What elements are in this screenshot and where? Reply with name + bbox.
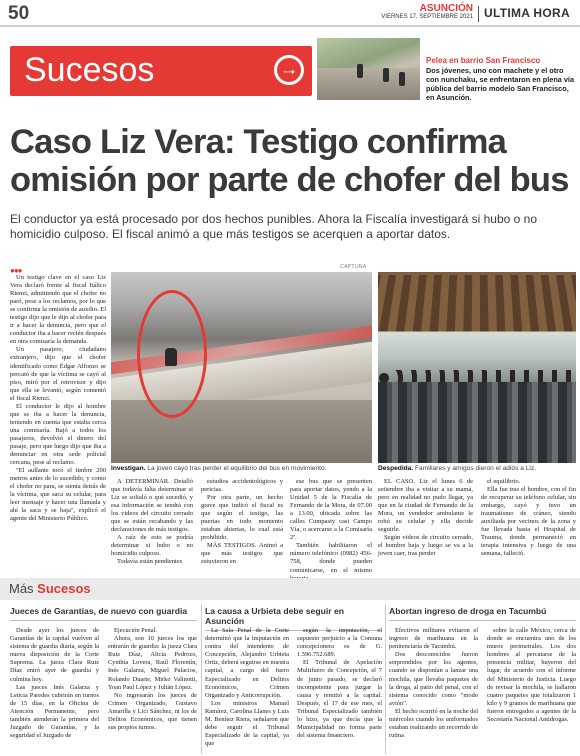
funeral-photo[interactable]	[378, 272, 576, 463]
paragraph: Por otra parte, un hecho grave que indicó el fiscal es que según el testigo, las puertas en todo momento estaban abiertas, lo cual está prohibido.	[201, 494, 283, 542]
article-column	[290, 478, 372, 583]
section-dots: ●●●	[10, 266, 22, 275]
column-separator	[201, 604, 202, 754]
photo-caption	[378, 465, 576, 472]
brief-header	[10, 606, 197, 621]
brief-header	[389, 606, 576, 621]
paragraph: Ahora, son 10 jueces los que entrarán de guardia: la jueza Clara Ruiz Díaz, Alicia Pedrozo, Cynthia Lovera, Raúl Florentín, Inés Galarza, Miguel Palacios, Rolando Duarte, Mirko Valinotti, Yoan Paul López y Julián López.	[108, 635, 197, 691]
photo-caption	[111, 465, 372, 472]
paragraph: Un pasajero, ciudadano extranjero, dijo que el chofer identificado como Édgar Alfonzo se percató de que la víctima se cayó al piso, miró por el retrovisor y dijo que ella se levantó, según comentó el fiscal Rienzi.	[10, 346, 106, 402]
section-label: ULTIMA HORA	[484, 6, 570, 20]
paragraph: Las jueces Inés Galarza y Leticia Paredes cubrirán en turnos de 15 días, en la Oficina de Atención Permanente, pero también atenderán la primera del Juzgado de Garantías, y la seguridad el Juzgado de	[10, 683, 99, 740]
brief-column	[389, 627, 478, 755]
headline-line-2: omisión por parte de chofer del bus	[10, 161, 569, 199]
paragraph: estudios accidentológicos y pericias.	[201, 478, 283, 494]
paragraph: La Sala Penal de la Corte determinó que la imputación en contra del intendente de Concepción, Alejandro Urbieta Ortiz, deberá seguirse en nuestra capital, a cargo del fuero Especializado en Delitos Económicos, Crimen Organizado y Anticorrupción.	[205, 627, 289, 699]
header-divider	[478, 6, 479, 22]
paragraph: Dos desconocidos fueron sorprendidos por los agentes, cuando se disponían a lanzar una mochila, que llevaba paquetes de la droga, al patio del penal, con el sistema conocido como "modo avión".	[389, 651, 478, 707]
paragraph: según la imputación, el supuesto perjuicio a la Comuna concepcionera es de G. 1.596.752.689.	[297, 627, 382, 659]
teaser-photo[interactable]	[317, 38, 420, 100]
paragraph: También habilitaron el número telefónico (0982) 456-758, donde pueden comunicarse, en el mismo	[290, 542, 372, 574]
teaser-photo-figure	[383, 68, 389, 82]
headline	[10, 123, 576, 199]
subhead: El conductor ya está procesado por dos hechos punibles. Ahora la Fiscalía investigará si hubo o no homicidio culposo. El fiscal animó a que más testigos se acerquen a aportar datos.	[10, 212, 537, 241]
paragraph: Según videos de circuito cerrado, el hombre baja y luego se va a la joven caer, tras perder	[378, 534, 473, 558]
paragraph: Los ministros Manuel Ramírez, Carolina Llanes y Luis M. Benítez Riera, señalaron que debe seguir el Tribunal Especializado de la capital, ya que	[205, 699, 289, 748]
paragraph: Ejecución Penal.	[114, 627, 157, 634]
paragraph: Desde ayer los jueces de Garantías de la capital vuelven al sistema de guardia diaria, según la nueva disposición de la Corte Suprema. La jueza Clara Ruiz Díaz entró ayer de guardia y culmina hoy.	[10, 627, 99, 683]
mas-prefix: Más	[9, 581, 38, 596]
highlight-circle	[137, 290, 207, 418]
caption-lead: Despedida.	[378, 465, 414, 472]
paper-name: ASUNCIÓN	[419, 3, 473, 14]
right-arrow-icon[interactable]: →	[274, 55, 304, 85]
paragraph: sobre la calle México, cerca de donde se encuentra uno de los muros perimetrales. Los dos hombres al percatarse de la presencia militar, huyeron del lugar, de acuerdo con el informe del Ministerio de Justicia. Luego de revisar la mochila, se hallaron cuatro paquetes que totalizaron 1 kilo y 9 gramos de marihuana que fueron entregados a agentes de la Secretaría Nacional Antidrogas.	[487, 627, 576, 724]
paragraph: MÁS TESTIGOS. Animó a que más testigos que estuvieron en	[201, 542, 283, 566]
paragraph: ese bus que se presenten para aportar datos, yendo a la Unidad 5 de la Fiscalía de Fernando de la Mora, de 07.00 a 13.00, ubicada sobre las calles Cumpasty casi Campo Vía, o acercarse a la Comisaría 2ª.	[290, 478, 372, 542]
teaser-photo-figure	[399, 72, 405, 86]
photo-credit: CAPTURA	[340, 264, 367, 270]
paragraph: EL CASO. Liz el lunes 6 de setiembre iba a visitar a su mamá, pero en realidad no pudo llegar, ya que en la ciudad de Fernando de la Mora, un vendedor ambulante le robó su celular y ella decide seguirle.	[378, 478, 473, 534]
teaser-title[interactable]: Pelea en barrio San Francisco	[426, 56, 541, 65]
paragraph: Un testigo clave en el caso Liz Vera declaró frente al fiscal Itálico Rienzi, admitiendo que el chofer no paró, pese a los reclamos, por lo que se confirma la omisión de auxilio. El testigo dijo que le dijo al chofer para ir a hacer la denuncia, pero que el conductor iba a hacer recién después en otra comisaría la demanda.	[10, 274, 106, 346]
article-column	[201, 478, 283, 567]
sucesos-banner	[10, 46, 312, 96]
paragraph: Todavía están pendientes	[117, 558, 183, 566]
brief-column	[10, 627, 99, 755]
header-rule	[0, 25, 580, 27]
article-column	[378, 478, 473, 558]
brief-rule	[389, 620, 576, 621]
teaser-photo-figure	[357, 64, 363, 78]
mas-main: Sucesos	[37, 581, 91, 596]
paragraph: El hecho ocurrió en la noche del miércoles cuando los uniformados estaban realizando un recorrido de rutina	[389, 707, 478, 740]
mas-sucesos-label	[9, 581, 91, 596]
brief-column	[205, 627, 289, 755]
paragraph: Efectivos militares evitaron el ingreso de marihuana en la penitenciaría de Tacumbú.	[389, 627, 478, 651]
cctv-photo[interactable]	[111, 272, 372, 463]
column-separator	[385, 604, 386, 754]
photo-crowd	[378, 382, 576, 463]
caption-text: Familiares y amigos dieron el adiós a Liz.	[413, 465, 536, 472]
article-column	[481, 478, 576, 558]
article-column	[111, 478, 193, 567]
paragraph: "El aullante tocó el timbre 200 metros antes de lo sucedido, y como el chofer no para, se sienta detrás de la víctima, que saca su celular, para leer mensaje y hacer una llamada y ahí la saca y se baja", explicó el agente del Ministerio Público.	[10, 467, 106, 523]
headline-line-1: Caso Liz Vera: Testigo confirma	[10, 123, 507, 161]
caption-lead: Investigan.	[111, 465, 146, 472]
caption-text: La joven cayó tras perder el equilibrio del bus en movimiento.	[145, 465, 327, 472]
brief-rule	[10, 620, 197, 621]
photo-ground	[111, 400, 372, 463]
page-number: 50	[8, 3, 30, 24]
paragraph: El conductor le dijo al hombre que se iba a hacer la denuncia, teniendo en cuenta que estaba cerca una comisaría. Bajó a todos los pasajeros, devolvió el dinero del pasaje, pero que luego dijo que iba a denunciar en otra sede policial cercana, pese al reclamo.	[10, 402, 106, 467]
paragraph: A DETERMINAR. Detalló que todavía falta determinar si Liz se soltaló o qué sucedió, y esa información se tendrá con los videos del circuito cerrado que se están recabando y las declaraciones de más testigos.	[111, 478, 193, 534]
section-title: Sucesos	[24, 51, 155, 89]
brief-title[interactable]: Abortan ingreso de droga en Tacumbú	[389, 606, 547, 616]
brief-column	[108, 627, 197, 755]
photo-roof	[378, 275, 576, 332]
paragraph: A raíz de esto se podría determinar si hubo o no homicidio culposo.	[111, 534, 193, 558]
brief-column	[297, 627, 382, 755]
article-column-left	[10, 274, 106, 523]
paragraph: No ingresarán los jueces de Crimen Organizado, Gustavo Amarilla y Lici Sánchez, ni los de Delitos Económicos, que tienen sus propios turnos.	[108, 691, 197, 732]
paper-date: VIERNES 17, SEPTIEMBRE 2021	[381, 14, 473, 20]
brief-title[interactable]: La causa a Urbieta debe seguir en Asunción	[205, 606, 344, 626]
brief-title[interactable]: Jueces de Garantías, de nuevo con guardia	[10, 606, 188, 616]
paragraph: el equilibrio.	[487, 478, 521, 485]
teaser-text: Dos jóvenes, uno con machete y el otro con nunchaku, se enfrentaron en plena vía pública del barrio modelo San Francisco, en Asunción.	[426, 66, 575, 102]
paragraph: Ella fue tras el hombre, con el fin de recuperar su teléfono celular, sin embargo, cayó y tuvo un traumatismo de cráneo, siendo auxiliada por vecinos de la zona y fue llevada hasta el Hospital de Trauma, donde permaneció en terapia intensiva y luego de una semana, falleció.	[481, 486, 576, 558]
paragraph: El Tribunal de Apelación Multifuero de Concepción, el 7 de junio pasado, se declaró incompetente para juzgar la causa y remitió a la capital. Después, el 17 de ese mes, el Tribunal Especializado también lo hizo, ya que decía que la Municipalidad no forma parte del sistema financiero.	[297, 659, 382, 740]
brief-column	[487, 627, 576, 755]
